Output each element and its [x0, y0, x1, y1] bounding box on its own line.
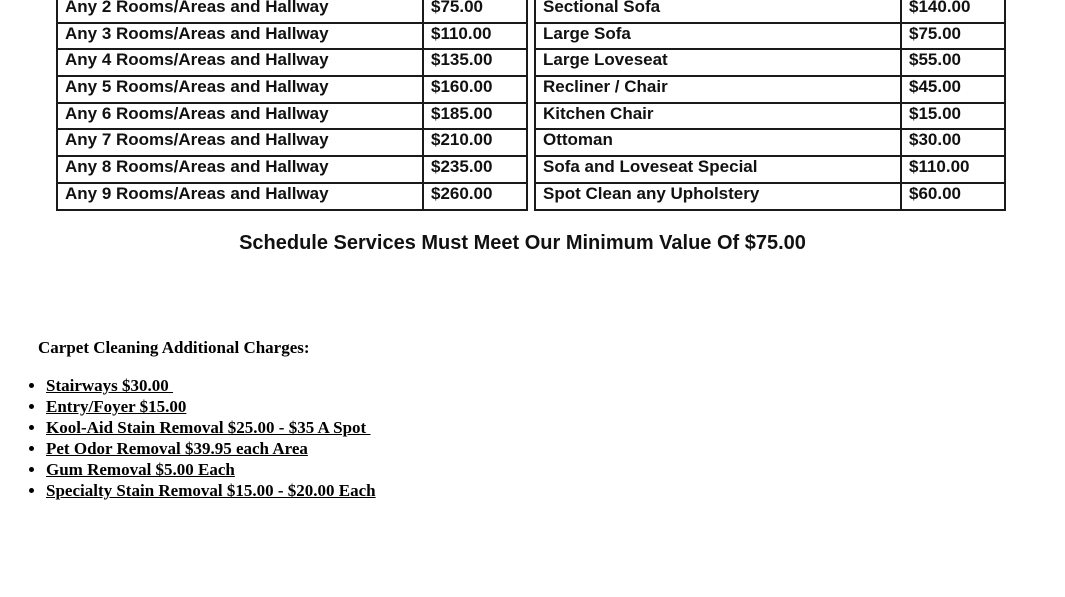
price-cell: $110.00 [423, 23, 527, 50]
kool-aid-stain-link[interactable]: Kool-Aid Stain Removal $25.00 - $35 A Spot [46, 418, 371, 437]
service-cell: Recliner / Chair [535, 76, 901, 103]
table-row [57, 103, 527, 130]
upholstery-pricing-table [534, 0, 1006, 211]
service-cell: Any 5 Rooms/Areas and Hallway [57, 76, 423, 103]
additional-charges-list [46, 375, 376, 501]
table-row [535, 76, 1005, 103]
price-cell: $160.00 [423, 76, 527, 103]
list-item [46, 438, 376, 459]
service-cell: Large Sofa [535, 23, 901, 50]
table-row [535, 49, 1005, 76]
price-cell: $30.00 [901, 129, 1005, 156]
room-pricing-table [56, 0, 528, 211]
table-row [57, 76, 527, 103]
specialty-stain-link[interactable]: Specialty Stain Removal $15.00 - $20.00 Each [46, 481, 376, 500]
service-cell: Sectional Sofa [535, 0, 901, 23]
table-row [57, 49, 527, 76]
price-cell: $55.00 [901, 49, 1005, 76]
table-row [57, 156, 527, 183]
service-cell: Any 4 Rooms/Areas and Hallway [57, 49, 423, 76]
service-cell: Any 9 Rooms/Areas and Hallway [57, 183, 423, 210]
price-cell: $15.00 [901, 103, 1005, 130]
price-cell: $135.00 [423, 49, 527, 76]
gum-removal-link[interactable]: Gum Removal $5.00 Each [46, 460, 235, 479]
service-cell: Any 3 Rooms/Areas and Hallway [57, 23, 423, 50]
table-row [535, 156, 1005, 183]
table-row [535, 183, 1005, 210]
service-cell: Ottoman [535, 129, 901, 156]
price-cell: $75.00 [901, 23, 1005, 50]
list-item [46, 480, 376, 501]
table-row [57, 0, 527, 23]
additional-charges-heading: Carpet Cleaning Additional Charges: [38, 338, 310, 357]
table-row [57, 183, 527, 210]
pet-odor-link[interactable]: Pet Odor Removal $39.95 each Area [46, 439, 308, 458]
service-cell: Any 8 Rooms/Areas and Hallway [57, 156, 423, 183]
price-cell: $110.00 [901, 156, 1005, 183]
stairways-link[interactable]: Stairways $30.00 [46, 376, 174, 395]
list-item [46, 396, 376, 417]
table-row [535, 103, 1005, 130]
price-cell: $60.00 [901, 183, 1005, 210]
list-item [46, 417, 376, 438]
service-cell: Any 6 Rooms/Areas and Hallway [57, 103, 423, 130]
price-cell: $140.00 [901, 0, 1005, 23]
service-cell: Any 7 Rooms/Areas and Hallway [57, 129, 423, 156]
service-cell: Any 2 Rooms/Areas and Hallway [57, 0, 423, 23]
list-item [46, 375, 376, 396]
service-cell: Large Loveseat [535, 49, 901, 76]
minimum-value-note: Schedule Services Must Meet Our Minimum Value Of $75.00 [239, 232, 806, 254]
table-row [57, 129, 527, 156]
service-cell: Spot Clean any Upholstery [535, 183, 901, 210]
price-cell: $75.00 [423, 0, 527, 23]
table-row [535, 0, 1005, 23]
table-row [535, 23, 1005, 50]
price-cell: $235.00 [423, 156, 527, 183]
table-row [57, 23, 527, 50]
service-cell: Sofa and Loveseat Special [535, 156, 901, 183]
price-cell: $210.00 [423, 129, 527, 156]
list-item [46, 459, 376, 480]
price-cell: $260.00 [423, 183, 527, 210]
price-cell: $45.00 [901, 76, 1005, 103]
service-cell: Kitchen Chair [535, 103, 901, 130]
table-row [535, 129, 1005, 156]
price-cell: $185.00 [423, 103, 527, 130]
entry-foyer-link[interactable]: Entry/Foyer $15.00 [46, 397, 187, 416]
